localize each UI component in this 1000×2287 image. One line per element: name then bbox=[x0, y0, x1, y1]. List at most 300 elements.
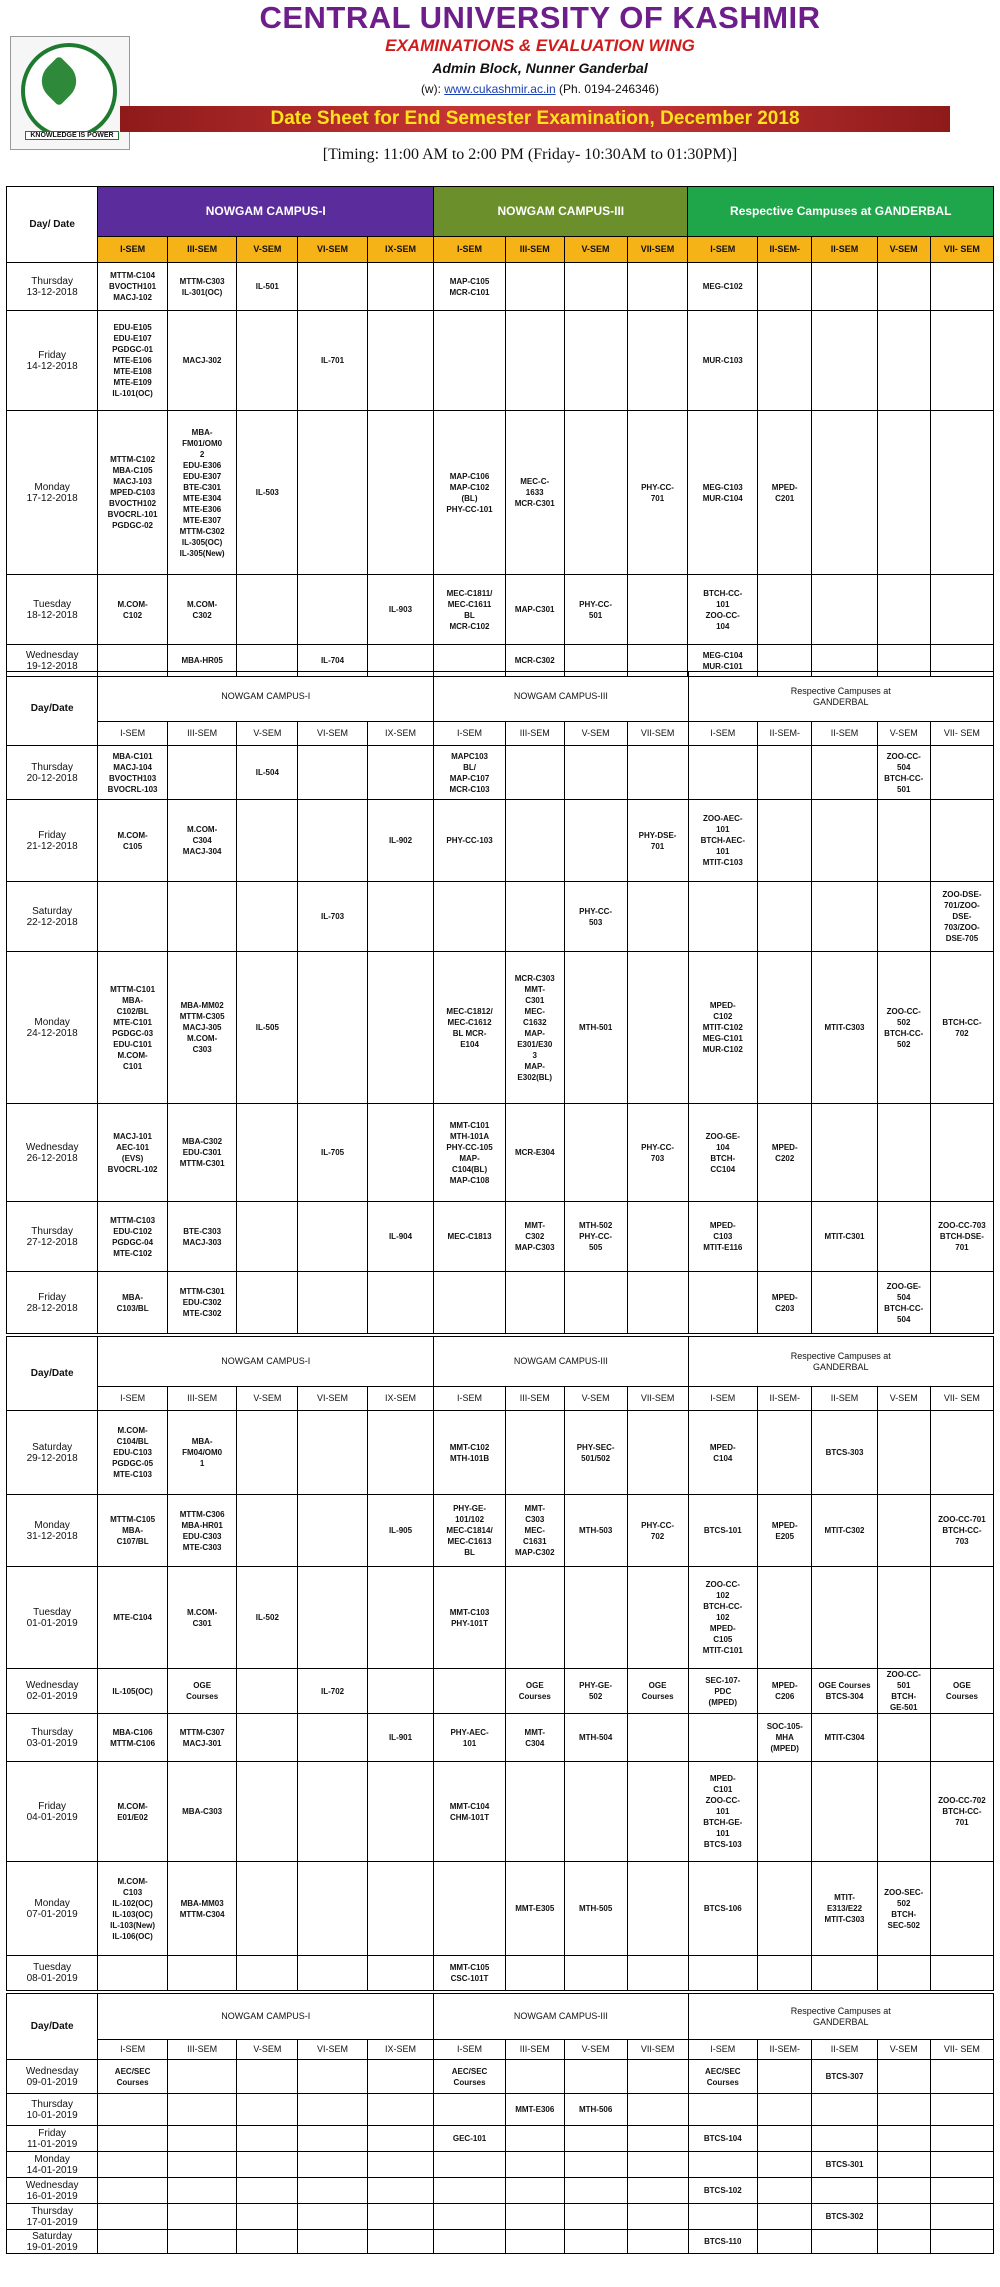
day-date-cell: Wednesday 09-01-2019 bbox=[7, 2060, 98, 2094]
exam-cell bbox=[877, 800, 930, 882]
exam-cell: M.COM- C302 bbox=[167, 575, 237, 645]
exam-cell bbox=[237, 800, 298, 882]
exam-cell bbox=[688, 746, 758, 800]
exam-cell: MEG-C104 MUR-C101 bbox=[688, 645, 758, 677]
exam-cell bbox=[237, 575, 298, 645]
university-logo bbox=[10, 36, 130, 150]
exam-cell bbox=[627, 1411, 688, 1495]
exam-cell bbox=[564, 411, 627, 575]
exam-cell bbox=[237, 2204, 298, 2230]
exam-cell: MTH-504 bbox=[564, 1714, 627, 1762]
exam-cell: MBA- FM04/OM0 1 bbox=[167, 1411, 237, 1495]
exam-cell bbox=[758, 1762, 812, 1862]
exam-cell: PHY-CC- 503 bbox=[564, 882, 627, 952]
exam-cell: M.COM- C304 MACJ-304 bbox=[167, 800, 237, 882]
exam-cell bbox=[877, 2060, 930, 2094]
exam-cell: MMT- C304 bbox=[505, 1714, 564, 1762]
exam-cell: PHY-GE- 101/102 MEC-C1814/ MEC-C1613 BL bbox=[434, 1495, 506, 1567]
exam-cell: OGE Courses bbox=[505, 1669, 564, 1714]
exam-cell: IL-505 bbox=[237, 952, 298, 1104]
semester-header: V-SEM bbox=[877, 237, 930, 263]
exam-cell: MPED- C102 MTIT-C102 MEG-C101 MUR-C102 bbox=[688, 952, 758, 1104]
exam-cell bbox=[298, 1272, 368, 1334]
exam-cell: MTTM-C104 BVOCTH101 MACJ-102 bbox=[98, 263, 168, 311]
semester-header: I-SEM bbox=[434, 2040, 506, 2060]
campus-header-nowgam-1: NOWGAM CAMPUS-I bbox=[98, 187, 434, 237]
exam-cell bbox=[877, 1762, 930, 1862]
exam-cell: MBA-C303 bbox=[167, 1762, 237, 1862]
exam-cell: MPED- C201 bbox=[758, 411, 812, 575]
semester-header: VII- SEM bbox=[930, 237, 993, 263]
exam-cell bbox=[237, 2230, 298, 2254]
day-date-cell: Thursday 13-12-2018 bbox=[7, 263, 98, 311]
semester-header-row bbox=[7, 237, 994, 263]
exam-cell bbox=[627, 882, 688, 952]
exam-cell: MAP-C301 bbox=[505, 575, 564, 645]
exam-cell bbox=[758, 2152, 812, 2178]
exam-cell: MPED- C101 ZOO-CC- 101 BTCH-GE- 101 BTCS-103 bbox=[688, 1762, 758, 1862]
day-date-cell: Thursday 10-01-2019 bbox=[7, 2094, 98, 2126]
exam-cell: MBA- FM01/OM0 2 EDU-E306 EDU-E307 BTE-C301 MTE-E304 MTE-E306 MTE-E307 MTTM-C302 IL-305(OC) IL-305(New) bbox=[167, 411, 237, 575]
exam-cell bbox=[564, 311, 627, 411]
exam-cell: ZOO-CC- 501 BTCH- GE-501 bbox=[877, 1669, 930, 1714]
exam-cell bbox=[167, 882, 237, 952]
campus-header-row bbox=[7, 1337, 994, 1387]
day-date-header: Day/Date bbox=[7, 1994, 98, 2060]
semester-header: II-SEM bbox=[812, 237, 877, 263]
exam-cell bbox=[98, 1956, 168, 1991]
day-date-cell: Thursday 27-12-2018 bbox=[7, 1202, 98, 1272]
semester-header: V-SEM bbox=[237, 722, 298, 746]
exam-cell: ZOO-CC- 502 BTCH-CC- 502 bbox=[877, 952, 930, 1104]
day-date-cell: Friday 11-01-2019 bbox=[7, 2126, 98, 2152]
exam-cell bbox=[930, 263, 993, 311]
exam-cell bbox=[167, 746, 237, 800]
exam-cell: MCR-C302 bbox=[505, 645, 564, 677]
semester-header-row bbox=[7, 2040, 994, 2060]
exam-cell: MBA-C101 MACJ-104 BVOCTH103 BVOCRL-103 bbox=[98, 746, 168, 800]
exam-cell: MPED- C206 bbox=[758, 1669, 812, 1714]
exam-cell: BTCS-303 bbox=[812, 1411, 877, 1495]
exam-cell: MTTM-C303 IL-301(OC) bbox=[167, 263, 237, 311]
exam-cell: M.COM- E01/E02 bbox=[98, 1762, 168, 1862]
exam-cell: MEC-C1811/ MEC-C1611 BL MCR-C102 bbox=[434, 575, 506, 645]
semester-header: VI-SEM bbox=[298, 2040, 368, 2060]
exam-cell bbox=[167, 2230, 237, 2254]
exam-cell: MTIT-C302 bbox=[812, 1495, 877, 1567]
exam-cell bbox=[627, 2094, 688, 2126]
exam-cell: ZOO-AEC- 101 BTCH-AEC- 101 MTIT-C103 bbox=[688, 800, 758, 882]
exam-cell bbox=[505, 746, 564, 800]
exam-cell bbox=[930, 1411, 993, 1495]
exam-cell: ZOO-CC-702 BTCH-CC- 701 bbox=[930, 1762, 993, 1862]
exam-cell bbox=[812, 575, 877, 645]
exam-cell bbox=[505, 1567, 564, 1669]
exam-cell bbox=[627, 1272, 688, 1334]
exam-cell bbox=[298, 952, 368, 1104]
exam-cell bbox=[627, 575, 688, 645]
exam-cell bbox=[877, 2126, 930, 2152]
campus-header-ganderbal: Respective Campuses at GANDERBAL bbox=[688, 1994, 994, 2040]
exam-cell bbox=[758, 575, 812, 645]
exam-cell bbox=[758, 2204, 812, 2230]
day-date-cell: Monday 17-12-2018 bbox=[7, 411, 98, 575]
exam-cell: MEC-C1813 bbox=[434, 1202, 506, 1272]
semester-header: III-SEM bbox=[167, 2040, 237, 2060]
exam-cell bbox=[930, 1862, 993, 1956]
table-row bbox=[7, 1956, 994, 1991]
exam-cell bbox=[237, 1495, 298, 1567]
exam-cell: BTCS-106 bbox=[688, 1862, 758, 1956]
exam-cell bbox=[564, 263, 627, 311]
exam-cell bbox=[367, 2126, 433, 2152]
semester-header: V-SEM bbox=[564, 237, 627, 263]
exam-cell bbox=[688, 882, 758, 952]
web-prefix: (w): bbox=[420, 82, 445, 96]
exam-cell bbox=[237, 2094, 298, 2126]
table-row bbox=[7, 952, 994, 1104]
campus-header-row bbox=[7, 187, 994, 237]
exam-cell: MBA-HR05 bbox=[167, 645, 237, 677]
address: Admin Block, Nunner Ganderbal bbox=[432, 60, 648, 76]
exam-cell: ZOO-GE- 504 BTCH-CC- 504 bbox=[877, 1272, 930, 1334]
exam-cell bbox=[434, 2178, 506, 2204]
exam-cell: MPED- E205 bbox=[758, 1495, 812, 1567]
exam-cell bbox=[758, 1862, 812, 1956]
day-date-cell: Thursday 20-12-2018 bbox=[7, 746, 98, 800]
exam-cell: BTCS-302 bbox=[812, 2204, 877, 2230]
exam-cell: MTTM-C306 MBA-HR01 EDU-C303 MTE-C303 bbox=[167, 1495, 237, 1567]
table-row bbox=[7, 746, 994, 800]
semester-header: III-SEM bbox=[505, 1387, 564, 1411]
semester-header: VII- SEM bbox=[930, 2040, 993, 2060]
day-date-header: Day/Date bbox=[7, 672, 98, 746]
exam-cell bbox=[564, 746, 627, 800]
exam-cell bbox=[298, 2060, 368, 2094]
exam-cell bbox=[434, 2230, 506, 2254]
semester-header: IX-SEM bbox=[367, 1387, 433, 1411]
exam-cell bbox=[812, 411, 877, 575]
exam-cell bbox=[237, 1956, 298, 1991]
exam-cell bbox=[812, 263, 877, 311]
website-link[interactable]: www.cukashmir.ac.in bbox=[444, 82, 556, 96]
semester-header: VI-SEM bbox=[298, 722, 368, 746]
exam-cell bbox=[930, 2094, 993, 2126]
exam-cell bbox=[688, 1714, 758, 1762]
exam-cell: M.COM- C102 bbox=[98, 575, 168, 645]
exam-cell bbox=[298, 2230, 368, 2254]
semester-header: III-SEM bbox=[167, 722, 237, 746]
exam-cell: OGE Courses bbox=[930, 1669, 993, 1714]
campus-header-ganderbal: Respective Campuses at GANDERBAL bbox=[688, 672, 994, 722]
exam-cell bbox=[877, 263, 930, 311]
semester-header: VII-SEM bbox=[627, 1387, 688, 1411]
exam-cell bbox=[877, 1956, 930, 1991]
exam-cell bbox=[877, 1714, 930, 1762]
semester-header: III-SEM bbox=[505, 722, 564, 746]
exam-cell: IL-703 bbox=[298, 882, 368, 952]
exam-cell bbox=[98, 2152, 168, 2178]
exam-cell bbox=[367, 882, 433, 952]
semester-header: I-SEM bbox=[434, 1387, 506, 1411]
table-row bbox=[7, 1202, 994, 1272]
exam-cell: MEG-C103 MUR-C104 bbox=[688, 411, 758, 575]
exam-cell: MTH-506 bbox=[564, 2094, 627, 2126]
semester-header: III-SEM bbox=[505, 237, 564, 263]
exam-cell bbox=[298, 1714, 368, 1762]
exam-cell bbox=[298, 1956, 368, 1991]
exam-cell bbox=[367, 1862, 433, 1956]
exam-cell bbox=[98, 2204, 168, 2230]
exam-cell: ZOO-SEC- 502 BTCH- SEC-502 bbox=[877, 1862, 930, 1956]
day-date-cell: Friday 21-12-2018 bbox=[7, 800, 98, 882]
exam-cell bbox=[434, 1272, 506, 1334]
exam-cell bbox=[505, 2152, 564, 2178]
semester-header: IX-SEM bbox=[367, 722, 433, 746]
datesheet-table-1 bbox=[6, 186, 994, 677]
semester-header: V-SEM bbox=[564, 1387, 627, 1411]
exam-cell: ZOO-CC- 504 BTCH-CC- 501 bbox=[877, 746, 930, 800]
exam-cell: MPED- C203 bbox=[758, 1272, 812, 1334]
exam-cell: MTTM-C101 MBA- C102/BL MTE-C101 PGDGC-03 EDU-C101 M.COM- C101 bbox=[98, 952, 168, 1104]
exam-cell bbox=[298, 800, 368, 882]
exam-cell: MBA-MM03 MTTM-C304 bbox=[167, 1862, 237, 1956]
exam-cell bbox=[812, 1762, 877, 1862]
exam-cell bbox=[367, 2178, 433, 2204]
semester-header: I-SEM bbox=[688, 1387, 758, 1411]
exam-cell bbox=[812, 1567, 877, 1669]
exam-cell bbox=[434, 1669, 506, 1714]
day-date-cell: Monday 07-01-2019 bbox=[7, 1862, 98, 1956]
exam-cell: ZOO-CC-703 BTCH-DSE- 701 bbox=[930, 1202, 993, 1272]
table-row bbox=[7, 1567, 994, 1669]
exam-cell bbox=[237, 2126, 298, 2152]
exam-cell bbox=[758, 2178, 812, 2204]
exam-cell bbox=[564, 2060, 627, 2094]
exam-cell bbox=[812, 1956, 877, 1991]
exam-cell bbox=[167, 2152, 237, 2178]
exam-cell bbox=[627, 2204, 688, 2230]
exam-cell bbox=[505, 1762, 564, 1862]
exam-cell bbox=[627, 2230, 688, 2254]
exam-cell: IL-504 bbox=[237, 746, 298, 800]
logo-motto: KNOWLEDGE IS POWER bbox=[25, 131, 119, 140]
exam-cell: MTTM-C102 MBA-C105 MACJ-103 MPED-C103 BVOCTH102 BVOCRL-101 PGDGC-02 bbox=[98, 411, 168, 575]
exam-cell: IL-503 bbox=[237, 411, 298, 575]
exam-cell bbox=[298, 575, 368, 645]
semester-header: III-SEM bbox=[167, 1387, 237, 1411]
exam-cell bbox=[298, 1762, 368, 1862]
semester-header-row bbox=[7, 722, 994, 746]
day-date-cell: Monday 14-01-2019 bbox=[7, 2152, 98, 2178]
exam-cell bbox=[98, 882, 168, 952]
exam-cell: BTCS-110 bbox=[688, 2230, 758, 2254]
day-date-cell: Friday 04-01-2019 bbox=[7, 1762, 98, 1862]
exam-cell bbox=[237, 1411, 298, 1495]
exam-cell bbox=[237, 1272, 298, 1334]
table-row bbox=[7, 2230, 994, 2254]
exam-cell: AEC/SEC Courses bbox=[98, 2060, 168, 2094]
exam-cell: MTIT- E313/E22 MTIT-C303 bbox=[812, 1862, 877, 1956]
exam-cell bbox=[564, 1272, 627, 1334]
exam-cell bbox=[877, 882, 930, 952]
exam-cell bbox=[298, 411, 368, 575]
semester-header: VII-SEM bbox=[627, 2040, 688, 2060]
exam-cell bbox=[505, 263, 564, 311]
semester-header: VII- SEM bbox=[930, 722, 993, 746]
exam-cell bbox=[930, 1956, 993, 1991]
table-row bbox=[7, 1669, 994, 1714]
exam-cell bbox=[167, 2060, 237, 2094]
exam-cell bbox=[564, 1567, 627, 1669]
exam-cell: MTE-C104 bbox=[98, 1567, 168, 1669]
day-date-cell: Saturday 19-01-2019 bbox=[7, 2230, 98, 2254]
semester-header: II-SEM- bbox=[758, 237, 812, 263]
exam-cell bbox=[812, 1272, 877, 1334]
exam-cell: MMT-E305 bbox=[505, 1862, 564, 1956]
exam-cell bbox=[505, 2204, 564, 2230]
campus-header-ganderbal: Respective Campuses at GANDERBAL bbox=[688, 1337, 994, 1387]
semester-header: V-SEM bbox=[877, 722, 930, 746]
exam-cell bbox=[367, 411, 433, 575]
exam-cell bbox=[930, 2204, 993, 2230]
day-date-cell: Saturday 22-12-2018 bbox=[7, 882, 98, 952]
semester-header: II-SEM bbox=[812, 1387, 877, 1411]
semester-header: III-SEM bbox=[505, 2040, 564, 2060]
exam-cell: MBA- C103/BL bbox=[98, 1272, 168, 1334]
exam-cell: PHY-AEC- 101 bbox=[434, 1714, 506, 1762]
exam-cell bbox=[812, 2094, 877, 2126]
exam-cell bbox=[930, 1567, 993, 1669]
semester-header: VII-SEM bbox=[627, 722, 688, 746]
exam-cell bbox=[564, 2230, 627, 2254]
exam-cell bbox=[877, 575, 930, 645]
campus-header-nowgam-3: NOWGAM CAMPUS-III bbox=[434, 1337, 688, 1387]
exam-cell bbox=[98, 2126, 168, 2152]
exam-cell bbox=[877, 311, 930, 411]
exam-cell bbox=[877, 2152, 930, 2178]
exam-cell bbox=[367, 1669, 433, 1714]
exam-cell: MTH-501 bbox=[564, 952, 627, 1104]
table-row bbox=[7, 263, 994, 311]
semester-header: I-SEM bbox=[688, 237, 758, 263]
day-date-cell: Wednesday 26-12-2018 bbox=[7, 1104, 98, 1202]
exam-cell bbox=[237, 1104, 298, 1202]
document-header bbox=[0, 0, 1000, 172]
exam-cell: MTTM-C105 MBA- C107/BL bbox=[98, 1495, 168, 1567]
exam-cell bbox=[877, 411, 930, 575]
campus-header-ganderbal: Respective Campuses at GANDERBAL bbox=[688, 187, 994, 237]
exam-cell bbox=[758, 2060, 812, 2094]
exam-cell bbox=[877, 2178, 930, 2204]
exam-cell bbox=[237, 1714, 298, 1762]
exam-cell bbox=[564, 2126, 627, 2152]
exam-cell bbox=[237, 311, 298, 411]
exam-cell bbox=[930, 1714, 993, 1762]
exam-cell bbox=[930, 1104, 993, 1202]
exam-cell bbox=[367, 1411, 433, 1495]
exam-cell: M.COM- C105 bbox=[98, 800, 168, 882]
exam-cell: ZOO-DSE- 701/ZOO- DSE- 703/ZOO- DSE-705 bbox=[930, 882, 993, 952]
exam-cell bbox=[505, 800, 564, 882]
exam-cell bbox=[688, 2152, 758, 2178]
table-row bbox=[7, 575, 994, 645]
day-date-cell: Friday 28-12-2018 bbox=[7, 1272, 98, 1334]
exam-cell: IL-105(OC) bbox=[98, 1669, 168, 1714]
exam-cell: M.COM- C104/BL EDU-C103 PGDGC-05 MTE-C103 bbox=[98, 1411, 168, 1495]
exam-cell bbox=[237, 882, 298, 952]
datesheet-table-3 bbox=[6, 1336, 994, 1991]
contact-line bbox=[150, 82, 930, 96]
exam-cell bbox=[505, 311, 564, 411]
semester-header: VII- SEM bbox=[930, 1387, 993, 1411]
exam-cell bbox=[367, 263, 433, 311]
exam-cell bbox=[930, 746, 993, 800]
exam-cell: IL-704 bbox=[298, 645, 368, 677]
exam-cell bbox=[367, 952, 433, 1104]
exam-cell bbox=[758, 263, 812, 311]
exam-cell: OGE Courses bbox=[627, 1669, 688, 1714]
exam-cell: MAP-C106 MAP-C102 (BL) PHY-CC-101 bbox=[434, 411, 506, 575]
day-date-cell: Monday 31-12-2018 bbox=[7, 1495, 98, 1567]
exam-cell bbox=[298, 746, 368, 800]
exam-cell bbox=[627, 311, 688, 411]
exam-cell bbox=[505, 1956, 564, 1991]
exam-cell bbox=[434, 2204, 506, 2230]
day-date-header: Day/ Date bbox=[7, 187, 98, 263]
exam-cell bbox=[688, 1272, 758, 1334]
semester-header: I-SEM bbox=[98, 2040, 168, 2060]
exam-cell bbox=[298, 2094, 368, 2126]
semester-header: IX-SEM bbox=[367, 2040, 433, 2060]
exam-cell bbox=[758, 746, 812, 800]
table-row bbox=[7, 1762, 994, 1862]
table-row bbox=[7, 2060, 994, 2094]
exam-cell bbox=[237, 1669, 298, 1714]
exam-cell bbox=[167, 1956, 237, 1991]
day-date-cell: Monday 24-12-2018 bbox=[7, 952, 98, 1104]
exam-cell: MTTM-C301 EDU-C302 MTE-C302 bbox=[167, 1272, 237, 1334]
exam-cell: MACJ-101 AEC-101 (EVS) BVOCRL-102 bbox=[98, 1104, 168, 1202]
table-row bbox=[7, 1714, 994, 1762]
exam-cell bbox=[877, 1567, 930, 1669]
exam-cell bbox=[237, 2152, 298, 2178]
exam-cell bbox=[98, 2230, 168, 2254]
exam-cell: IL-903 bbox=[367, 575, 433, 645]
exam-cell: MEG-C102 bbox=[688, 263, 758, 311]
exam-cell bbox=[564, 1762, 627, 1862]
exam-cell bbox=[367, 1956, 433, 1991]
exam-cell: GEC-101 bbox=[434, 2126, 506, 2152]
day-date-cell: Thursday 17-01-2019 bbox=[7, 2204, 98, 2230]
exam-cell: M.COM- C103 IL-102(OC) IL-103(OC) IL-103(New) IL-106(OC) bbox=[98, 1862, 168, 1956]
exam-cell: ZOO-GE- 104 BTCH- CC104 bbox=[688, 1104, 758, 1202]
table-row bbox=[7, 2178, 994, 2204]
campus-header-nowgam-1: NOWGAM CAMPUS-I bbox=[98, 672, 434, 722]
exam-cell bbox=[627, 1862, 688, 1956]
semester-header: V-SEM bbox=[564, 722, 627, 746]
table-row bbox=[7, 2094, 994, 2126]
day-date-cell: Wednesday 02-01-2019 bbox=[7, 1669, 98, 1714]
exam-cell bbox=[930, 411, 993, 575]
exam-cell bbox=[367, 1762, 433, 1862]
exam-cell bbox=[564, 800, 627, 882]
table-row bbox=[7, 1411, 994, 1495]
exam-cell bbox=[877, 1411, 930, 1495]
phone: (Ph. 0194-246346) bbox=[558, 82, 660, 96]
exam-cell: PHY-CC- 701 bbox=[627, 411, 688, 575]
exam-cell: MTIT-C304 bbox=[812, 1714, 877, 1762]
